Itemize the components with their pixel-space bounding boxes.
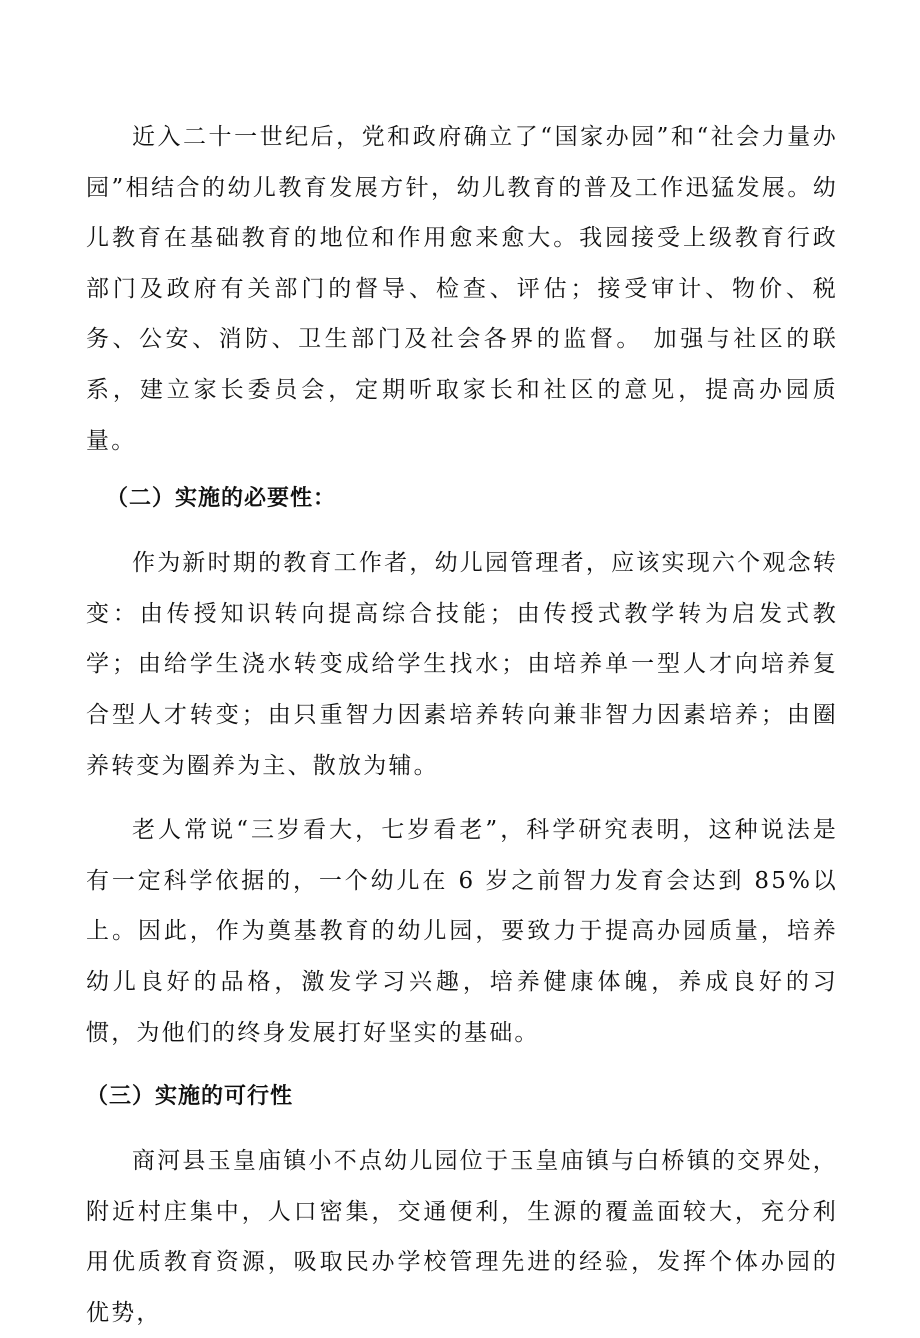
paragraph-development-policy: 近入二十一世纪后，党和政府确立了“国家办园”和“社会力量办园”相结合的幼儿教育发展方针，幼儿教育的普及工作迅猛发展。幼儿教育在基础教育的地位和作用愈来愈大。我园接受上级教育行政部门及政府有关部门的督导、检查、评估；接受审计、物价、税务、公安、消防、卫生部门及社会各界的监督。 加强与社区的联系，建立家长委员会，定期听取家长和社区的意见，提高办园质量。 <box>86 124 838 454</box>
document-body <box>86 112 838 1338</box>
spacer <box>86 1122 838 1136</box>
spacer <box>86 466 838 474</box>
paragraph-early-education: 老人常说“三岁看大，七岁看老”，科学研究表明，这种说法是有一定科学依据的，一个幼儿在 6 岁之前智力发育会达到 85%以上。因此，作为奠基教育的幼儿园，要致力于提高办园质量，培养幼儿良好的品格，激发学习兴趣，培养健康体魄，养成良好的习惯，为他们的终身发展打好坚实的基础。 <box>86 817 838 1046</box>
section-heading-feasibility: （三）实施的可行性 <box>86 1084 294 1110</box>
spacer <box>86 524 838 538</box>
paragraph-concept-changes: 作为新时期的教育工作者，幼儿园管理者，应该实现六个观念转变：由传授知识转向提高综合技能；由传授式教学转为启发式教学；由给学生浇水转变成给学生找水；由培养单一型人才向培养复合型人才转变；由只重智力因素培养转向兼非智力因素培养；由圈养转变为圈养为主、散放为辅。 <box>86 550 838 779</box>
section-heading-necessity: （二）实施的必要性： <box>106 486 337 512</box>
spacer <box>86 1058 838 1072</box>
paragraph-kindergarten-location: 商河县玉皇庙镇小不点幼儿园位于玉皇庙镇与白桥镇的交界处，附近村庄集中，人口密集，交通便利，生源的覆盖面较大，充分利用优质教育资源，吸取民办学校管理先进的经验，发挥个体办园的优势， <box>86 1148 838 1326</box>
spacer <box>86 791 838 805</box>
